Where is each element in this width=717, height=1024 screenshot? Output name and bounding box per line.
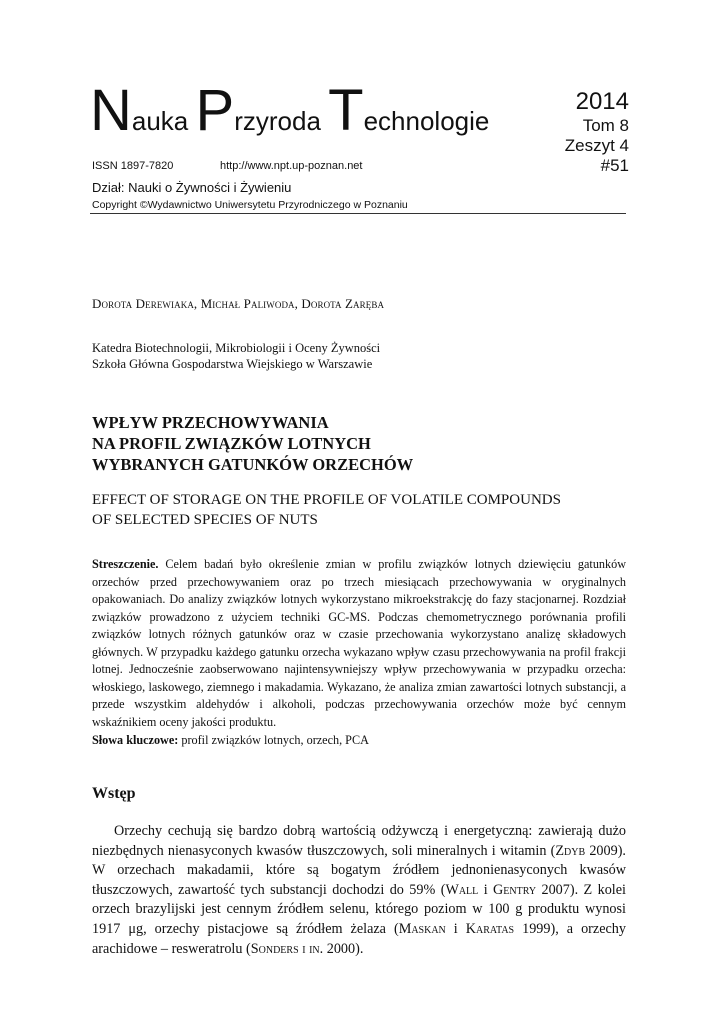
journal-title-word-2: rzyroda: [234, 106, 321, 136]
department: Dział: Nauki o Żywności i Żywieniu: [92, 180, 292, 195]
intro-text-3: i: [478, 881, 494, 898]
title-polish-line-2: NA PROFIL ZWIĄZKÓW LOTNYCH: [92, 434, 371, 453]
keywords-label: Słowa kluczowe:: [92, 733, 179, 747]
author-2-first: Michał: [200, 296, 241, 311]
abstract-label: Streszczenie.: [92, 557, 159, 571]
copyright: Copyright ©Wydawnictwo Uniwersytetu Przyrodniczego w Poznaniu: [92, 199, 408, 211]
journal-title-initial-2: P: [195, 78, 235, 143]
affiliation-line-2: Szkoła Główna Gospodarstwa Wiejskiego w Warszawie: [92, 357, 373, 371]
author-3-last: Zaręba: [345, 296, 385, 311]
affiliation: [92, 340, 380, 372]
journal-title-initial-3: T: [328, 78, 364, 143]
author-2-last: Paliwoda: [243, 296, 295, 311]
issue-info: [565, 88, 629, 176]
intro-text-7: 2000).: [323, 940, 364, 957]
citation-gentry: Gentry: [493, 881, 537, 898]
affiliation-line-1: Katedra Biotechnologii, Mikrobiologii i Oceny Żywności: [92, 341, 381, 355]
journal-title-initial-1: N: [90, 78, 132, 143]
journal-title-word-3: echnologie: [363, 106, 490, 136]
keywords: [92, 733, 626, 748]
intro-text-5: i: [445, 920, 466, 937]
title-polish: [92, 412, 413, 475]
section-heading-intro: Wstęp: [92, 785, 136, 802]
title-english: [92, 490, 561, 530]
citation-zdyb: Zdyb: [555, 842, 586, 859]
intro-text-1: Orzechy cechują się bardzo dobrą wartością odżywczą i energetyczną: zawierają dużo niezbędnych nienasyconych kwasów tłuszczowych, soli mineralnych i witamin (: [92, 823, 626, 859]
abstract-text: Celem badań było określenie zmian w profilu związków lotnych dziewięciu gatunków orzechów przed przechowywaniem oraz po trzech miesiącach przechowywania w oryginalnych opakowaniach. Do analizy związków lotnych wykorzystano mikroekstrakcję do fazy stacjonarnej. Rozdział związków prowadzono z użyciem techniki GC-MS. Podczas chemometrycznego porównania profili związków lotnych różnych gatunków oraz w czasie przechowania wykorzystano analizę składowych głównych. W przypadku każdego gatunku orzecha wykazano wpływ czasu przechowywania na profil frakcji lotnej. Jednocześnie zaobserwowano najintensywniejszy wpływ przechowywania w przypadku orzecha: włoskiego, laskowego, ziemnego i makadamia. Wykazano, że analiza zmian zawartości lotnych substancji, a przede wszystkim aldehydów i alkoholi, podczas przechowywania orzechów może być cennym wskaźnikiem oceny jakości produktu.: [92, 557, 626, 729]
author-3-first: Dorota: [301, 296, 342, 311]
author-1-first: Dorota: [92, 296, 133, 311]
issn: ISSN 1897-7820: [92, 160, 174, 172]
journal-title: [90, 78, 490, 143]
author-1-last: Derewiaka: [135, 296, 194, 311]
title-polish-line-3: WYBRANYCH GATUNKÓW ORZECHÓW: [92, 455, 414, 474]
authors: Dorota Derewiaka, Michał Paliwoda, Dorota Zaręba: [92, 296, 385, 311]
title-polish-line-1: WPŁYW PRZECHOWYWANIA: [92, 413, 329, 432]
title-english-line-2: OF SELECTED SPECIES OF NUTS: [92, 512, 318, 528]
intro-text-4: 2007). Z kolei orzech brazylijski jest cennym źródłem selenu, którego poziom w 100 g produktu wynosi 1917 μg, orzechy pistacjowe są źródłem żelaza (: [92, 881, 626, 937]
citation-maskan: Maskan: [398, 920, 446, 937]
journal-url[interactable]: http://www.npt.up-poznan.net: [220, 160, 363, 172]
title-english-line-1: EFFECT OF STORAGE ON THE PROFILE OF VOLATILE COMPOUNDS: [92, 492, 561, 508]
citation-sonders: Sonders i in.: [250, 940, 324, 957]
intro-text-6: 1999), a orzechy arachidowe – resweratrolu (: [92, 920, 626, 957]
issue-volume: Tom 8: [582, 116, 629, 135]
header-divider: [90, 213, 626, 214]
abstract: [92, 556, 626, 731]
intro-text-2: 2009). W orzechach makadamii, które są bogatym źródłem jednonienasyconych kwasów tłuszczowych, zawartość tych substancji dochodzi do 59% (: [92, 842, 626, 898]
issue-issue: Zeszyt 4: [564, 136, 629, 155]
citation-wall: Wall: [445, 881, 479, 898]
issue-year: 2014: [575, 88, 629, 115]
keywords-text: profil związków lotnych, orzech, PCA: [178, 733, 369, 747]
journal-title-word-1: auka: [131, 106, 189, 136]
intro-paragraph: [92, 822, 626, 959]
citation-karatas: Karatas: [465, 920, 515, 937]
issue-number: #51: [600, 156, 629, 175]
